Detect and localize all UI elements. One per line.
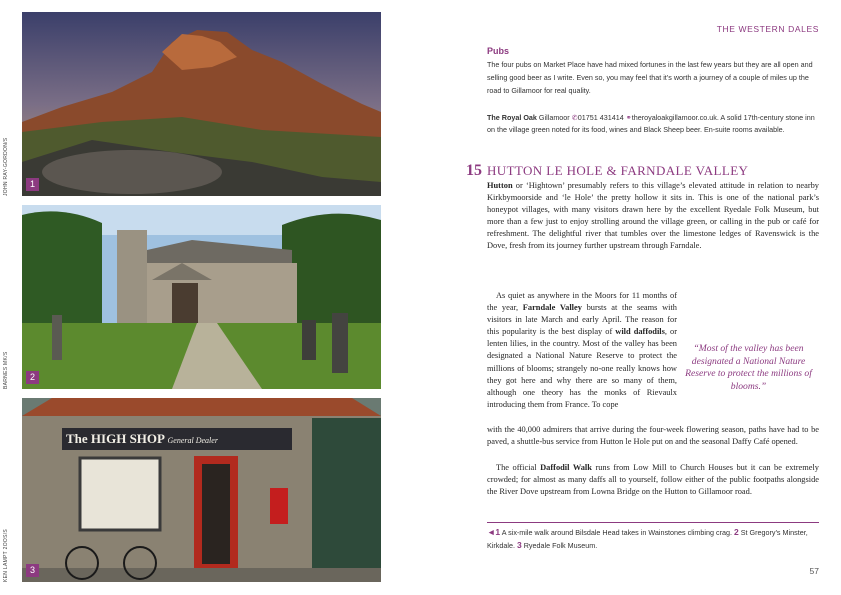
- royal-oak-phone[interactable]: 01751 431414: [577, 113, 624, 122]
- photo-credit: JOHN RAY-GORDON/S: [3, 137, 9, 196]
- shop-illustration: [22, 398, 381, 582]
- paragraph-text: bursts at the seams with visitors in late March and early April. The reason for this popularity is the best display of: [487, 303, 677, 337]
- caption-text: Ryedale Folk Museum.: [521, 541, 598, 550]
- term-hutton: Hutton: [487, 181, 513, 190]
- royal-oak-listing: [487, 112, 819, 136]
- shop-sign-sub: General Dealer: [167, 436, 218, 445]
- royal-oak-description: . A solid 17th-century stone inn on the village green noted for its food, wines and Black Sheep beer. En-suite rooms available.: [487, 113, 815, 134]
- paragraph-text: As quiet as anywhere in the Moors for 11 months of the year,: [487, 291, 677, 313]
- page-number: 57: [809, 566, 819, 576]
- caption-divider: [487, 522, 819, 523]
- pull-quote: “Most of the valley has been designated a National Nature Reserve to protect the millions of blooms.”: [685, 343, 812, 392]
- photo-number-badge: 1: [26, 178, 39, 191]
- caption-number: ◄1: [487, 527, 501, 537]
- royal-oak-web[interactable]: theroyaloakgillamoor.co.uk: [631, 113, 717, 122]
- paragraph-farndale: [487, 290, 677, 411]
- paragraph-farndale-cont: with the 40,000 admirers that arrive during the four-week flowering season, paths have had to be paved, a shuttle-bus service from Hutton le Hole put on and the seasonal Daffy Café opened.: [487, 425, 819, 447]
- section-title: [466, 162, 748, 180]
- photo-captions: [487, 526, 819, 552]
- paragraph-hutton: [487, 180, 819, 253]
- paragraph-text: or ‘Hightown’ presumably refers to this village’s elevated attitude in relation to nearby Kirkbymoorside and ‘le Hole’ the pretty hollow it sits in. This is one of the national park’s honeypot villages, with many visitors drawn here by the excellent Ryedale Folk Museum, but more than a few just to enjoy strolling around the village green, or calling in the pub or café for refreshment. The delightful river that tumbles over the limestone ledges of Ravenswick is the Dove, fresh from its journey further upstream through Farndale.: [487, 181, 819, 251]
- paragraph-text: The official: [496, 463, 541, 472]
- web-icon: ⚭: [625, 113, 632, 122]
- church-illustration: [22, 205, 381, 389]
- photo-st-gregorys-minster: [22, 205, 381, 389]
- paragraph-text: runs from Low Mill to Church Houses but it can be extremely crowded; for almost as many daffs all to yourself, follow either of the public footpaths alongside the River Dove upstream from Lowna Bridge on the Hutton to Gillamoor road.: [487, 463, 819, 497]
- photo-credit: BARNES MK/S: [3, 351, 9, 389]
- caption-number: 2: [733, 527, 739, 537]
- pubs-text: The four pubs on Market Place have had mixed fortunes in the last few years but they are all open and selling good beer as I write. Even so, you may feel that it’s worth a journey of a couple of miles up the road to Gillamoor for real quality.: [487, 60, 813, 96]
- photo-wainstones-crag: [22, 12, 381, 196]
- photo-number-badge: 2: [26, 371, 39, 384]
- shop-sign-main: The HIGH SHOP: [66, 431, 165, 446]
- phone-icon: ✆: [571, 113, 578, 122]
- royal-oak-name: The Royal Oak: [487, 113, 537, 122]
- photo-ryedale-folk-museum: [22, 398, 381, 582]
- term-wild-daffodils: wild daffodils: [615, 327, 665, 337]
- section-name: HUTTON LE HOLE & FARNDALE VALLEY: [487, 163, 749, 178]
- pubs-heading: Pubs: [487, 46, 510, 56]
- term-farndale-valley: Farndale Valley: [522, 303, 582, 313]
- shop-sign: [66, 431, 218, 447]
- section-number: 15: [466, 162, 482, 179]
- paragraph-daffodil-walk: [487, 462, 819, 498]
- caption-text: St Gregory’s Minster, Kirkdale.: [487, 528, 808, 550]
- royal-oak-place: Gillamoor: [536, 113, 572, 122]
- caption-number: 3: [516, 540, 522, 550]
- photo-credit: KEN LAMPT 2OOS/S: [3, 528, 9, 582]
- term-daffodil-walk: Daffodil Walk: [540, 463, 592, 472]
- photo-number-badge: 3: [26, 564, 39, 577]
- caption-text: A six-mile walk around Bilsdale Head takes in Wainstones climbing crag.: [500, 528, 734, 537]
- crag-illustration: [22, 12, 381, 196]
- running-head: THE WESTERN DALES: [716, 24, 819, 34]
- paragraph-text: , or lenten lilies, in the country. Most of the valley has been designated a National Nature Reserve to protect the millions of blooms; strangely no-one really knows how they got here and why there are so many of them, although one theory has the monks of Rievaulx introducing them from France. To cope: [487, 327, 678, 409]
